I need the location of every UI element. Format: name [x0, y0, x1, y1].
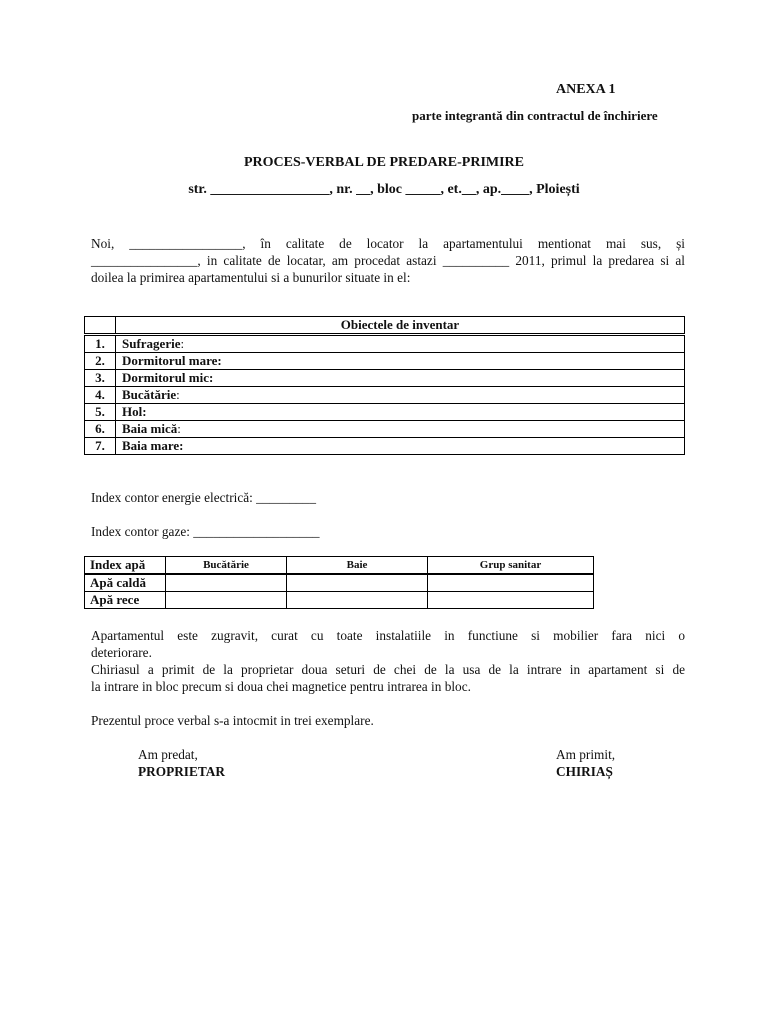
water-row-hot: Apă caldă	[85, 574, 166, 592]
intro-line-3: doilea la primirea apartamentului si a bunurilor situate in el:	[91, 270, 411, 285]
inventory-table	[84, 316, 685, 455]
inventory-header-row	[85, 317, 685, 335]
water-header-row	[85, 557, 594, 575]
room-suffix: :	[177, 421, 181, 436]
condition-paragraph	[91, 627, 685, 695]
intro-paragraph	[91, 235, 685, 286]
intro-line-2: ________________, in calitate de locatar, am procedat astazi __________ 2011, primul la predarea si al	[91, 253, 685, 268]
address-line: str. _________________, nr. __, bloc _____, et.__, ap.____, Ploiești	[188, 182, 580, 197]
left-signature-caption: Am predat,	[138, 747, 198, 762]
table-row	[85, 574, 594, 592]
row-number: 7.	[85, 438, 116, 455]
water-index-table	[84, 556, 594, 609]
room-name: Hol:	[122, 404, 147, 419]
annex-subtitle: parte integrantă din contractul de închiriere	[412, 108, 658, 123]
annex-label: ANEXA 1	[556, 82, 616, 97]
row-label	[116, 404, 685, 421]
table-row	[85, 421, 685, 438]
water-col-kitchen: Bucătărie	[166, 557, 287, 575]
room-name: Sufragerie	[122, 336, 181, 351]
room-name: Dormitorul mare:	[122, 353, 222, 368]
water-cell	[287, 574, 428, 592]
left-signature-role: PROPRIETAR	[138, 764, 225, 779]
water-col-bath: Baie	[287, 557, 428, 575]
table-row	[85, 353, 685, 370]
right-signature-role: CHIRIAȘ	[556, 764, 613, 779]
table-row	[85, 335, 685, 353]
water-cell	[287, 592, 428, 609]
table-row	[85, 592, 594, 609]
row-label	[116, 387, 685, 404]
electric-meter-index: Index contor energie electrică: _________	[91, 490, 316, 505]
row-number: 2.	[85, 353, 116, 370]
water-cell	[166, 574, 287, 592]
water-corner-label: Index apă	[85, 557, 166, 575]
row-label	[116, 335, 685, 353]
table-row	[85, 387, 685, 404]
water-cell	[428, 574, 594, 592]
room-name: Dormitorul mic:	[122, 370, 214, 385]
body-line-4: la intrare in bloc precum si doua chei magnetice pentru intrarea in bloc.	[91, 679, 471, 694]
row-number: 6.	[85, 421, 116, 438]
row-label	[116, 421, 685, 438]
row-label	[116, 370, 685, 387]
row-number: 1.	[85, 335, 116, 353]
copies-statement: Prezentul proce verbal s-a intocmit in trei exemplare.	[91, 713, 374, 728]
water-col-toilet: Grup sanitar	[428, 557, 594, 575]
row-label	[116, 438, 685, 455]
intro-line-1: Noi, _________________, în calitate de locator la apartamentului mentionat mai sus, și	[91, 236, 685, 251]
gas-meter-index: Index contor gaze: ___________________	[91, 524, 320, 539]
document-title: PROCES-VERBAL DE PREDARE-PRIMIRE	[243, 155, 525, 170]
room-suffix: :	[176, 387, 180, 402]
room-name: Bucătărie	[122, 387, 177, 402]
room-name: Baia mică	[122, 421, 178, 436]
row-number: 4.	[85, 387, 116, 404]
table-row	[85, 370, 685, 387]
room-suffix: :	[180, 336, 185, 351]
body-line-1: Apartamentul este zugravit, curat cu toate instalatiile in functiune si mobilier fara nici o	[91, 628, 685, 643]
water-cell	[166, 592, 287, 609]
water-row-cold: Apă rece	[85, 592, 166, 609]
right-signature-caption: Am primit,	[556, 747, 616, 762]
body-line-2: deteriorare.	[91, 645, 152, 660]
row-number: 3.	[85, 370, 116, 387]
row-number: 5.	[85, 404, 116, 421]
water-cell	[428, 592, 594, 609]
row-label	[116, 353, 685, 370]
room-name: Baia mare:	[122, 438, 184, 453]
inventory-corner-cell	[85, 317, 116, 335]
inventory-header: Obiectele de inventar	[116, 317, 685, 335]
table-row	[85, 404, 685, 421]
body-line-3: Chiriasul a primit de la proprietar doua seturi de chei de la usa de la intrare in apartament si de	[91, 662, 685, 677]
table-row	[85, 438, 685, 455]
